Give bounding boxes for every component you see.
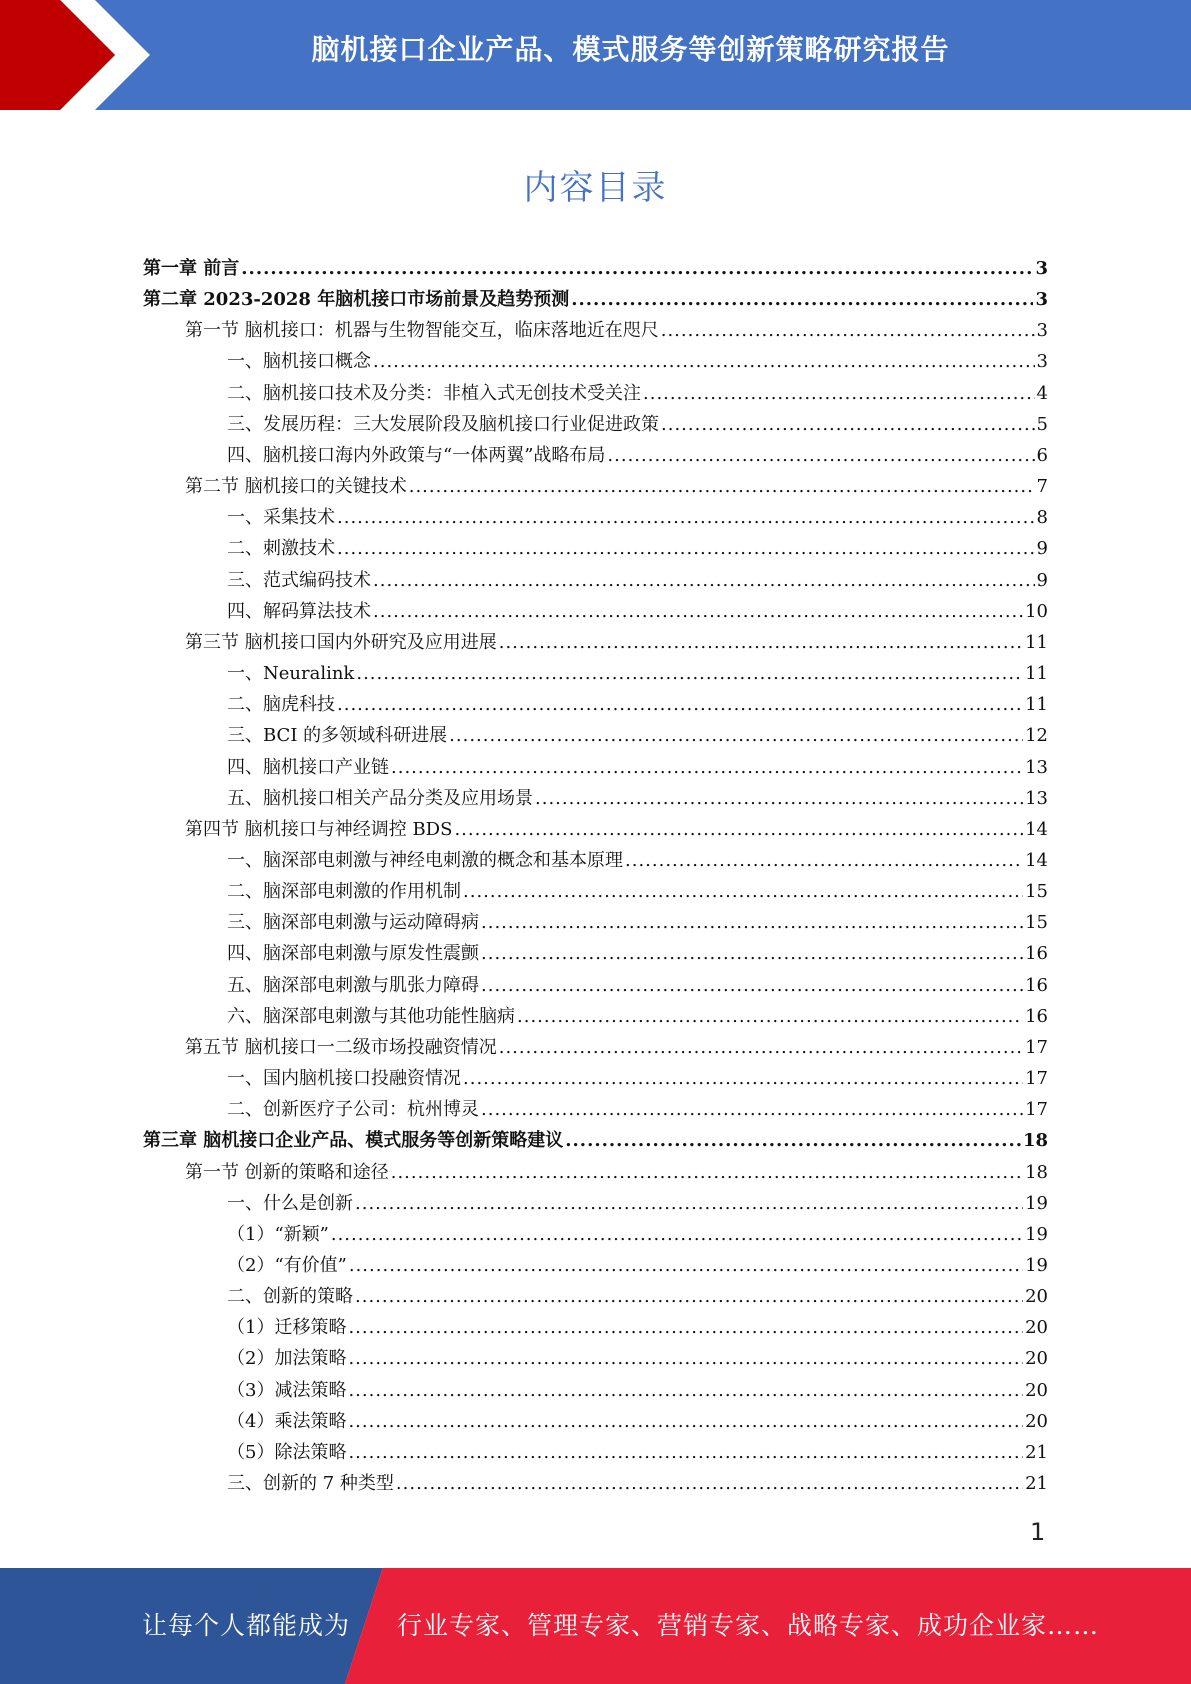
- toc-entry-text: 一、采集技术: [227, 507, 335, 529]
- toc-leader-dots: [607, 445, 1034, 466]
- toc-leader-dots: [571, 289, 1033, 310]
- toc-entry-text: （2）“有价值”: [227, 1255, 347, 1276]
- toc-leader-dots: [661, 320, 1035, 341]
- toc-entry-text: 第五节 脑机接口一二级市场投融资情况: [185, 1036, 497, 1058]
- toc-leader-dots: [535, 788, 1023, 809]
- toc-entry-text: 三、创新的 7 种类型: [227, 1473, 394, 1495]
- toc-entry-page: 13: [1025, 787, 1048, 809]
- toc-entry[interactable]: [143, 1002, 1048, 1033]
- toc-entry-text: 第一节 脑机接口：机器与生物智能交互，临床落地近在咫尺: [185, 320, 659, 342]
- toc-entry-text: 二、脑深部电刺激的作用机制: [227, 881, 461, 903]
- toc-entry-text: 三、发展历程：三大发展阶段及脑机接口行业促进政策: [227, 413, 659, 435]
- footer-slogan-left: 让每个人都能成为: [142, 1611, 351, 1640]
- toc-entry-text: 三、范式编码技术: [227, 569, 371, 591]
- toc-entry-text: 六、脑深部电刺激与其他功能性脑病: [227, 1005, 515, 1027]
- toc-entry-page: 9: [1036, 538, 1048, 560]
- toc-entry-text: （5）除法策略: [227, 1441, 347, 1463]
- toc-entry-text: 四、脑深部电刺激与原发性震颤: [227, 943, 479, 965]
- toc-entry-text: 一、脑深部电刺激与神经电刺激的概念和基本原理: [227, 849, 623, 871]
- toc-entry-text: 一、什么是创新: [227, 1192, 353, 1214]
- toc-entry[interactable]: [143, 472, 1048, 503]
- toc-entry-page: 13: [1025, 756, 1048, 778]
- toc-leader-dots: [373, 351, 1035, 372]
- toc-leader-dots: [373, 601, 1023, 622]
- toc-entry-text: 第二章 2023-2028 年脑机接口市场前景及趋势预测: [143, 289, 570, 311]
- toc-entry-page: 16: [1025, 943, 1048, 965]
- report-title: 脑机接口企业产品、模式服务等创新策略研究报告: [311, 33, 950, 66]
- toc-leader-dots: [499, 1037, 1023, 1058]
- toc-entry[interactable]: [143, 1344, 1048, 1375]
- toc-leader-dots: [331, 1224, 1023, 1245]
- toc-entry[interactable]: [143, 846, 1048, 877]
- toc-leader-dots: [463, 1068, 1023, 1089]
- toc-entry-page: 12: [1025, 725, 1048, 747]
- toc-leader-dots: [373, 570, 1035, 591]
- toc-entry[interactable]: [143, 1033, 1048, 1064]
- toc-leader-dots: [625, 850, 1023, 871]
- toc-entry[interactable]: [143, 1282, 1048, 1313]
- toc-entry[interactable]: [143, 939, 1048, 970]
- toc-leader-dots: [241, 258, 1033, 279]
- toc-entry[interactable]: [143, 1126, 1048, 1157]
- toc-entry-page: 21: [1025, 1473, 1048, 1495]
- toc-entry[interactable]: [143, 1313, 1048, 1344]
- toc-leader-dots: [396, 1473, 1023, 1494]
- toc-entry-page: 14: [1025, 849, 1048, 871]
- toc-entry-page: 11: [1025, 663, 1048, 685]
- toc-entry[interactable]: [143, 254, 1048, 285]
- toc-entry[interactable]: [143, 1095, 1048, 1126]
- toc-entry[interactable]: [143, 347, 1048, 378]
- toc-entry-text: 第一节 创新的策略和途径: [185, 1161, 389, 1183]
- toc-entry-text: 第二节 脑机接口的关键技术: [185, 476, 407, 498]
- toc-entry-text: 第三章 脑机接口企业产品、模式服务等创新策略建议: [143, 1130, 564, 1152]
- toc-entry[interactable]: [143, 1469, 1048, 1500]
- toc-entry[interactable]: [143, 1158, 1048, 1189]
- toc-entry-page: 8: [1036, 507, 1048, 529]
- toc-entry-text: 二、脑虎科技: [227, 694, 335, 716]
- toc-entry-page: 11: [1025, 631, 1048, 653]
- toc-leader-dots: [355, 1286, 1023, 1307]
- toc-entry[interactable]: [143, 503, 1048, 534]
- toc-entry-text: 二、脑机接口技术及分类：非植入式无创技术受关注: [227, 382, 641, 404]
- toc-entry-page: 3: [1036, 320, 1048, 342]
- toc-entry-page: 20: [1025, 1379, 1048, 1401]
- toc-entry[interactable]: [143, 815, 1048, 846]
- toc-entry-page: 9: [1036, 569, 1048, 591]
- toc-leader-dots: [643, 383, 1035, 404]
- toc-entry-page: 5: [1036, 413, 1048, 435]
- toc-entry-text: （2）加法策略: [227, 1348, 347, 1370]
- toc-entry-page: 17: [1025, 1099, 1048, 1121]
- toc-entry-page: 16: [1025, 1005, 1048, 1027]
- toc-leader-dots: [355, 1193, 1023, 1214]
- toc-entry-text: 三、BCI 的多领域科研进展: [227, 725, 448, 747]
- toc-entry[interactable]: [143, 690, 1048, 721]
- toc-entry-text: 第三节 脑机接口国内外研究及应用进展: [185, 631, 497, 653]
- toc-entry[interactable]: [143, 410, 1048, 441]
- toc-entry-text: 三、脑深部电刺激与运动障碍病: [227, 912, 479, 934]
- toc-entry[interactable]: [143, 1438, 1048, 1469]
- toc-leader-dots: [481, 943, 1023, 964]
- toc-leader-dots: [391, 1162, 1023, 1183]
- toc-entry-page: 3: [1036, 351, 1048, 373]
- toc-entry[interactable]: [143, 1407, 1048, 1438]
- toc-leader-dots: [409, 476, 1035, 497]
- toc-entry-page: 11: [1025, 694, 1048, 716]
- toc-entry-page: 19: [1025, 1223, 1048, 1245]
- footer-slogan-right: 行业专家、管理专家、营销专家、战略专家、成功企业家……: [397, 1611, 1100, 1640]
- toc-entry[interactable]: [143, 721, 1048, 752]
- toc-entry-page: 15: [1025, 912, 1048, 934]
- toc-entry-page: 21: [1025, 1441, 1048, 1463]
- toc-leader-dots: [565, 1130, 1021, 1151]
- toc-entry-page: 16: [1025, 974, 1048, 996]
- toc-leader-dots: [517, 1006, 1023, 1027]
- toc-entry-page: 20: [1025, 1410, 1048, 1432]
- toc-leader-dots: [499, 632, 1023, 653]
- toc-entry-text: 第一章 前言: [143, 258, 240, 279]
- toc-entry-text: 一、国内脑机接口投融资情况: [227, 1068, 461, 1090]
- toc-entry-page: 14: [1025, 818, 1048, 840]
- toc-leader-dots: [348, 1442, 1023, 1463]
- toc-entry-page: 20: [1025, 1317, 1048, 1339]
- toc-leader-dots: [337, 507, 1035, 528]
- toc-heading: 内容目录: [523, 168, 668, 208]
- toc-entry[interactable]: [143, 285, 1048, 316]
- toc-entry-text: （1）迁移策略: [227, 1317, 347, 1339]
- toc-entry[interactable]: [143, 316, 1048, 347]
- toc-entry-page: 18: [1025, 1161, 1048, 1183]
- toc-entry-text: 四、脑机接口产业链: [227, 756, 389, 778]
- toc-entry-text: 第四节 脑机接口与神经调控 BDS: [185, 818, 453, 840]
- toc-entry-page: 3: [1035, 258, 1048, 279]
- toc-entry[interactable]: [143, 628, 1048, 659]
- toc-entry[interactable]: [143, 784, 1048, 815]
- toc-entry-text: （1）“新颖”: [227, 1223, 329, 1245]
- toc-leader-dots: [481, 912, 1023, 933]
- toc-entry-page: 15: [1025, 881, 1048, 903]
- toc-entry-page: 10: [1025, 600, 1048, 622]
- toc-leader-dots: [449, 725, 1023, 746]
- toc-leader-dots: [356, 663, 1023, 684]
- toc-entry-text: 二、创新的策略: [227, 1286, 353, 1308]
- toc-leader-dots: [481, 975, 1023, 996]
- toc-entry-page: 19: [1025, 1255, 1048, 1276]
- toc-entry-text: （3）减法策略: [227, 1379, 347, 1401]
- toc-leader-dots: [349, 1255, 1023, 1276]
- toc-leader-dots: [481, 1099, 1023, 1120]
- toc-entry-page: 17: [1025, 1036, 1048, 1058]
- toc-entry-text: 五、脑深部电刺激与肌张力障碍: [227, 974, 479, 996]
- header-arrow-icon: [0, 0, 150, 110]
- toc-leader-dots: [463, 881, 1023, 902]
- table-of-contents: [143, 254, 1048, 1500]
- page-number: 1: [1030, 1518, 1046, 1546]
- toc-entry-text: 一、脑机接口概念: [227, 351, 371, 373]
- toc-entry[interactable]: [143, 877, 1048, 908]
- toc-entry[interactable]: [143, 441, 1048, 472]
- toc-entry-page: 6: [1036, 444, 1048, 466]
- toc-entry[interactable]: [143, 1376, 1048, 1407]
- toc-entry-page: 3: [1035, 289, 1048, 311]
- toc-entry-text: 四、脑机接口海内外政策与“一体两翼”战略布局: [227, 444, 606, 466]
- toc-entry-text: 一、Neuralink: [227, 663, 355, 685]
- toc-entry-page: 20: [1025, 1348, 1048, 1370]
- toc-leader-dots: [391, 757, 1023, 778]
- toc-entry[interactable]: [143, 379, 1048, 410]
- toc-entry-page: 7: [1036, 476, 1048, 498]
- toc-entry-text: 二、刺激技术: [227, 538, 335, 560]
- toc-entry[interactable]: [143, 908, 1048, 939]
- header-banner: [0, 0, 1191, 110]
- toc-leader-dots: [348, 1317, 1023, 1338]
- toc-entry[interactable]: [143, 534, 1048, 565]
- toc-leader-dots: [348, 1411, 1023, 1432]
- toc-entry[interactable]: [143, 971, 1048, 1002]
- toc-entry-page: 17: [1025, 1068, 1048, 1090]
- toc-entry[interactable]: [143, 1064, 1048, 1095]
- toc-entry-page: 4: [1036, 382, 1048, 404]
- toc-entry[interactable]: [143, 753, 1048, 784]
- toc-entry[interactable]: [143, 1189, 1048, 1220]
- toc-entry-text: （4）乘法策略: [227, 1410, 347, 1432]
- toc-leader-dots: [348, 1348, 1023, 1369]
- toc-leader-dots: [661, 414, 1035, 435]
- toc-entry[interactable]: [143, 1251, 1048, 1282]
- toc-entry[interactable]: [143, 566, 1048, 597]
- toc-leader-dots: [348, 1380, 1023, 1401]
- toc-entry-text: 五、脑机接口相关产品分类及应用场景: [227, 787, 533, 809]
- toc-leader-dots: [337, 694, 1023, 715]
- toc-entry-page: 19: [1025, 1192, 1048, 1214]
- toc-entry-page: 18: [1022, 1130, 1048, 1152]
- toc-entry-text: 四、解码算法技术: [227, 600, 371, 622]
- toc-entry[interactable]: [143, 1220, 1048, 1251]
- toc-entry[interactable]: [143, 597, 1048, 628]
- toc-entry[interactable]: [143, 659, 1048, 690]
- footer-banner: [0, 1568, 1191, 1684]
- toc-leader-dots: [337, 538, 1035, 559]
- toc-entry-page: 20: [1025, 1286, 1048, 1308]
- toc-leader-dots: [454, 819, 1023, 840]
- toc-entry-text: 二、创新医疗子公司：杭州博灵: [227, 1099, 479, 1121]
